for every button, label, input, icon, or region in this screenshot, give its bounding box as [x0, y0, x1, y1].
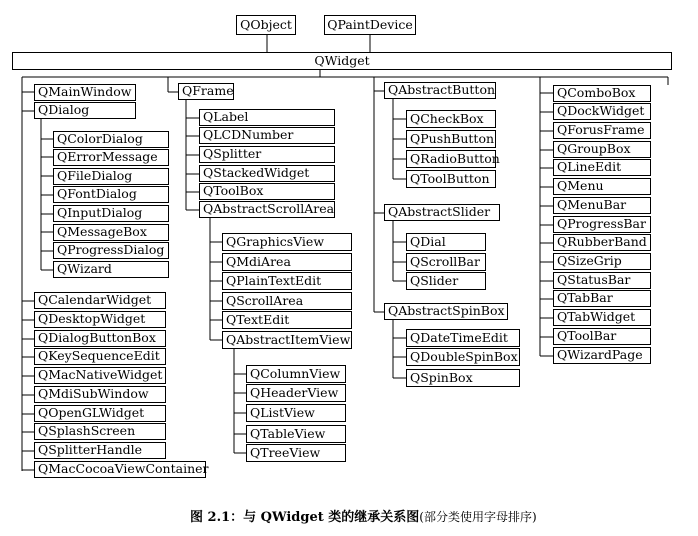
node-misc-8: QSplitterHandle [34, 442, 166, 459]
node-slider-0: QDial [406, 233, 486, 251]
node-dialog-0: QColorDialog [53, 131, 169, 148]
node-frame-1: QLCDNumber [199, 127, 335, 144]
node-right-5: QMenu [553, 178, 651, 195]
node-dialog-3: QFontDialog [53, 186, 169, 203]
node-itemview-4: QTreeView [246, 444, 346, 462]
node-dialog-6: QProgressDialog [53, 242, 169, 259]
node-button-2: QRadioButton [406, 150, 496, 168]
node-right-0: QComboBox [553, 85, 651, 102]
node-right-1: QDockWidget [553, 103, 651, 120]
node-right-10: QStatusBar [553, 272, 651, 289]
node-misc-6: QOpenGLWidget [34, 405, 166, 422]
node-itemview-3: QTableView [246, 425, 346, 443]
node-spinbox-1: QDoubleSpinBox [406, 348, 520, 366]
node-scroll-3: QScrollArea [222, 292, 352, 310]
node-right-12: QTabWidget [553, 309, 651, 326]
node-right-6: QMenuBar [553, 197, 651, 214]
node-frame-3: QStackedWidget [199, 165, 335, 182]
node-misc-5: QMdiSubWindow [34, 386, 166, 403]
node-button-0: QCheckBox [406, 110, 496, 128]
node-misc-9: QMacCocoaViewContainer [34, 461, 206, 478]
node-misc-7: QSplashScreen [34, 423, 166, 440]
node-qmainwindow: QMainWindow [34, 84, 136, 101]
node-slider-2: QSlider [406, 272, 486, 290]
node-dialog-5: QMessageBox [53, 224, 169, 241]
node-scroll-5: QAbstractItemView [222, 331, 352, 349]
node-qobject: QObject [236, 15, 296, 35]
node-frame-0: QLabel [199, 109, 335, 126]
node-dialog-4: QInputDialog [53, 205, 169, 222]
node-itemview-2: QListView [246, 404, 346, 422]
node-button-3: QToolButton [406, 170, 496, 188]
node-qdialog: QDialog [34, 102, 136, 119]
node-misc-2: QDialogButtonBox [34, 330, 166, 347]
node-qframe: QFrame [178, 83, 234, 100]
node-right-11: QTabBar [553, 290, 651, 307]
node-misc-1: QDesktopWidget [34, 311, 166, 328]
node-frame-5: QAbstractScrollArea [199, 201, 335, 218]
node-frame-2: QSplitter [199, 146, 335, 163]
node-dialog-1: QErrorMessage [53, 149, 169, 166]
node-scroll-1: QMdiArea [222, 253, 352, 271]
node-qabstractslider: QAbstractSlider [384, 204, 500, 221]
node-right-13: QToolBar [553, 328, 651, 345]
node-right-4: QLineEdit [553, 159, 651, 176]
node-right-2: QForusFrame [553, 122, 651, 139]
node-itemview-0: QColumnView [246, 365, 346, 383]
node-misc-3: QKeySequenceEdit [34, 348, 166, 365]
node-scroll-4: QTextEdit [222, 311, 352, 329]
node-spinbox-0: QDateTimeEdit [406, 329, 520, 347]
node-button-1: QPushButton [406, 130, 496, 148]
node-qpaintdevice: QPaintDevice [324, 15, 416, 35]
node-itemview-1: QHeaderView [246, 384, 346, 402]
node-right-9: QSizeGrip [553, 253, 651, 270]
node-right-7: QProgressBar [553, 216, 651, 233]
figure-caption [190, 506, 537, 525]
node-misc-4: QMacNativeWidget [34, 367, 166, 384]
node-spinbox-2: QSpinBox [406, 369, 520, 387]
caption-sub: (部分类使用字母排序) [419, 510, 537, 524]
node-qwidget: QWidget [12, 52, 672, 70]
node-right-14: QWizardPage [553, 347, 651, 364]
node-frame-4: QToolBox [199, 183, 335, 200]
node-dialog-2: QFileDialog [53, 168, 169, 185]
node-scroll-0: QGraphicsView [222, 233, 352, 251]
node-scroll-2: QPlainTextEdit [222, 272, 352, 290]
node-right-8: QRubberBand [553, 234, 651, 251]
node-qabstractspinbox: QAbstractSpinBox [384, 303, 508, 320]
node-dialog-7: QWizard [53, 261, 169, 278]
node-misc-0: QCalendarWidget [34, 292, 166, 309]
caption-main: 图 2.1：与 QWidget 类的继承关系图 [190, 510, 420, 525]
node-slider-1: QScrollBar [406, 253, 486, 271]
node-right-3: QGroupBox [553, 141, 651, 158]
node-qabstractbutton: QAbstractButton [384, 82, 496, 99]
